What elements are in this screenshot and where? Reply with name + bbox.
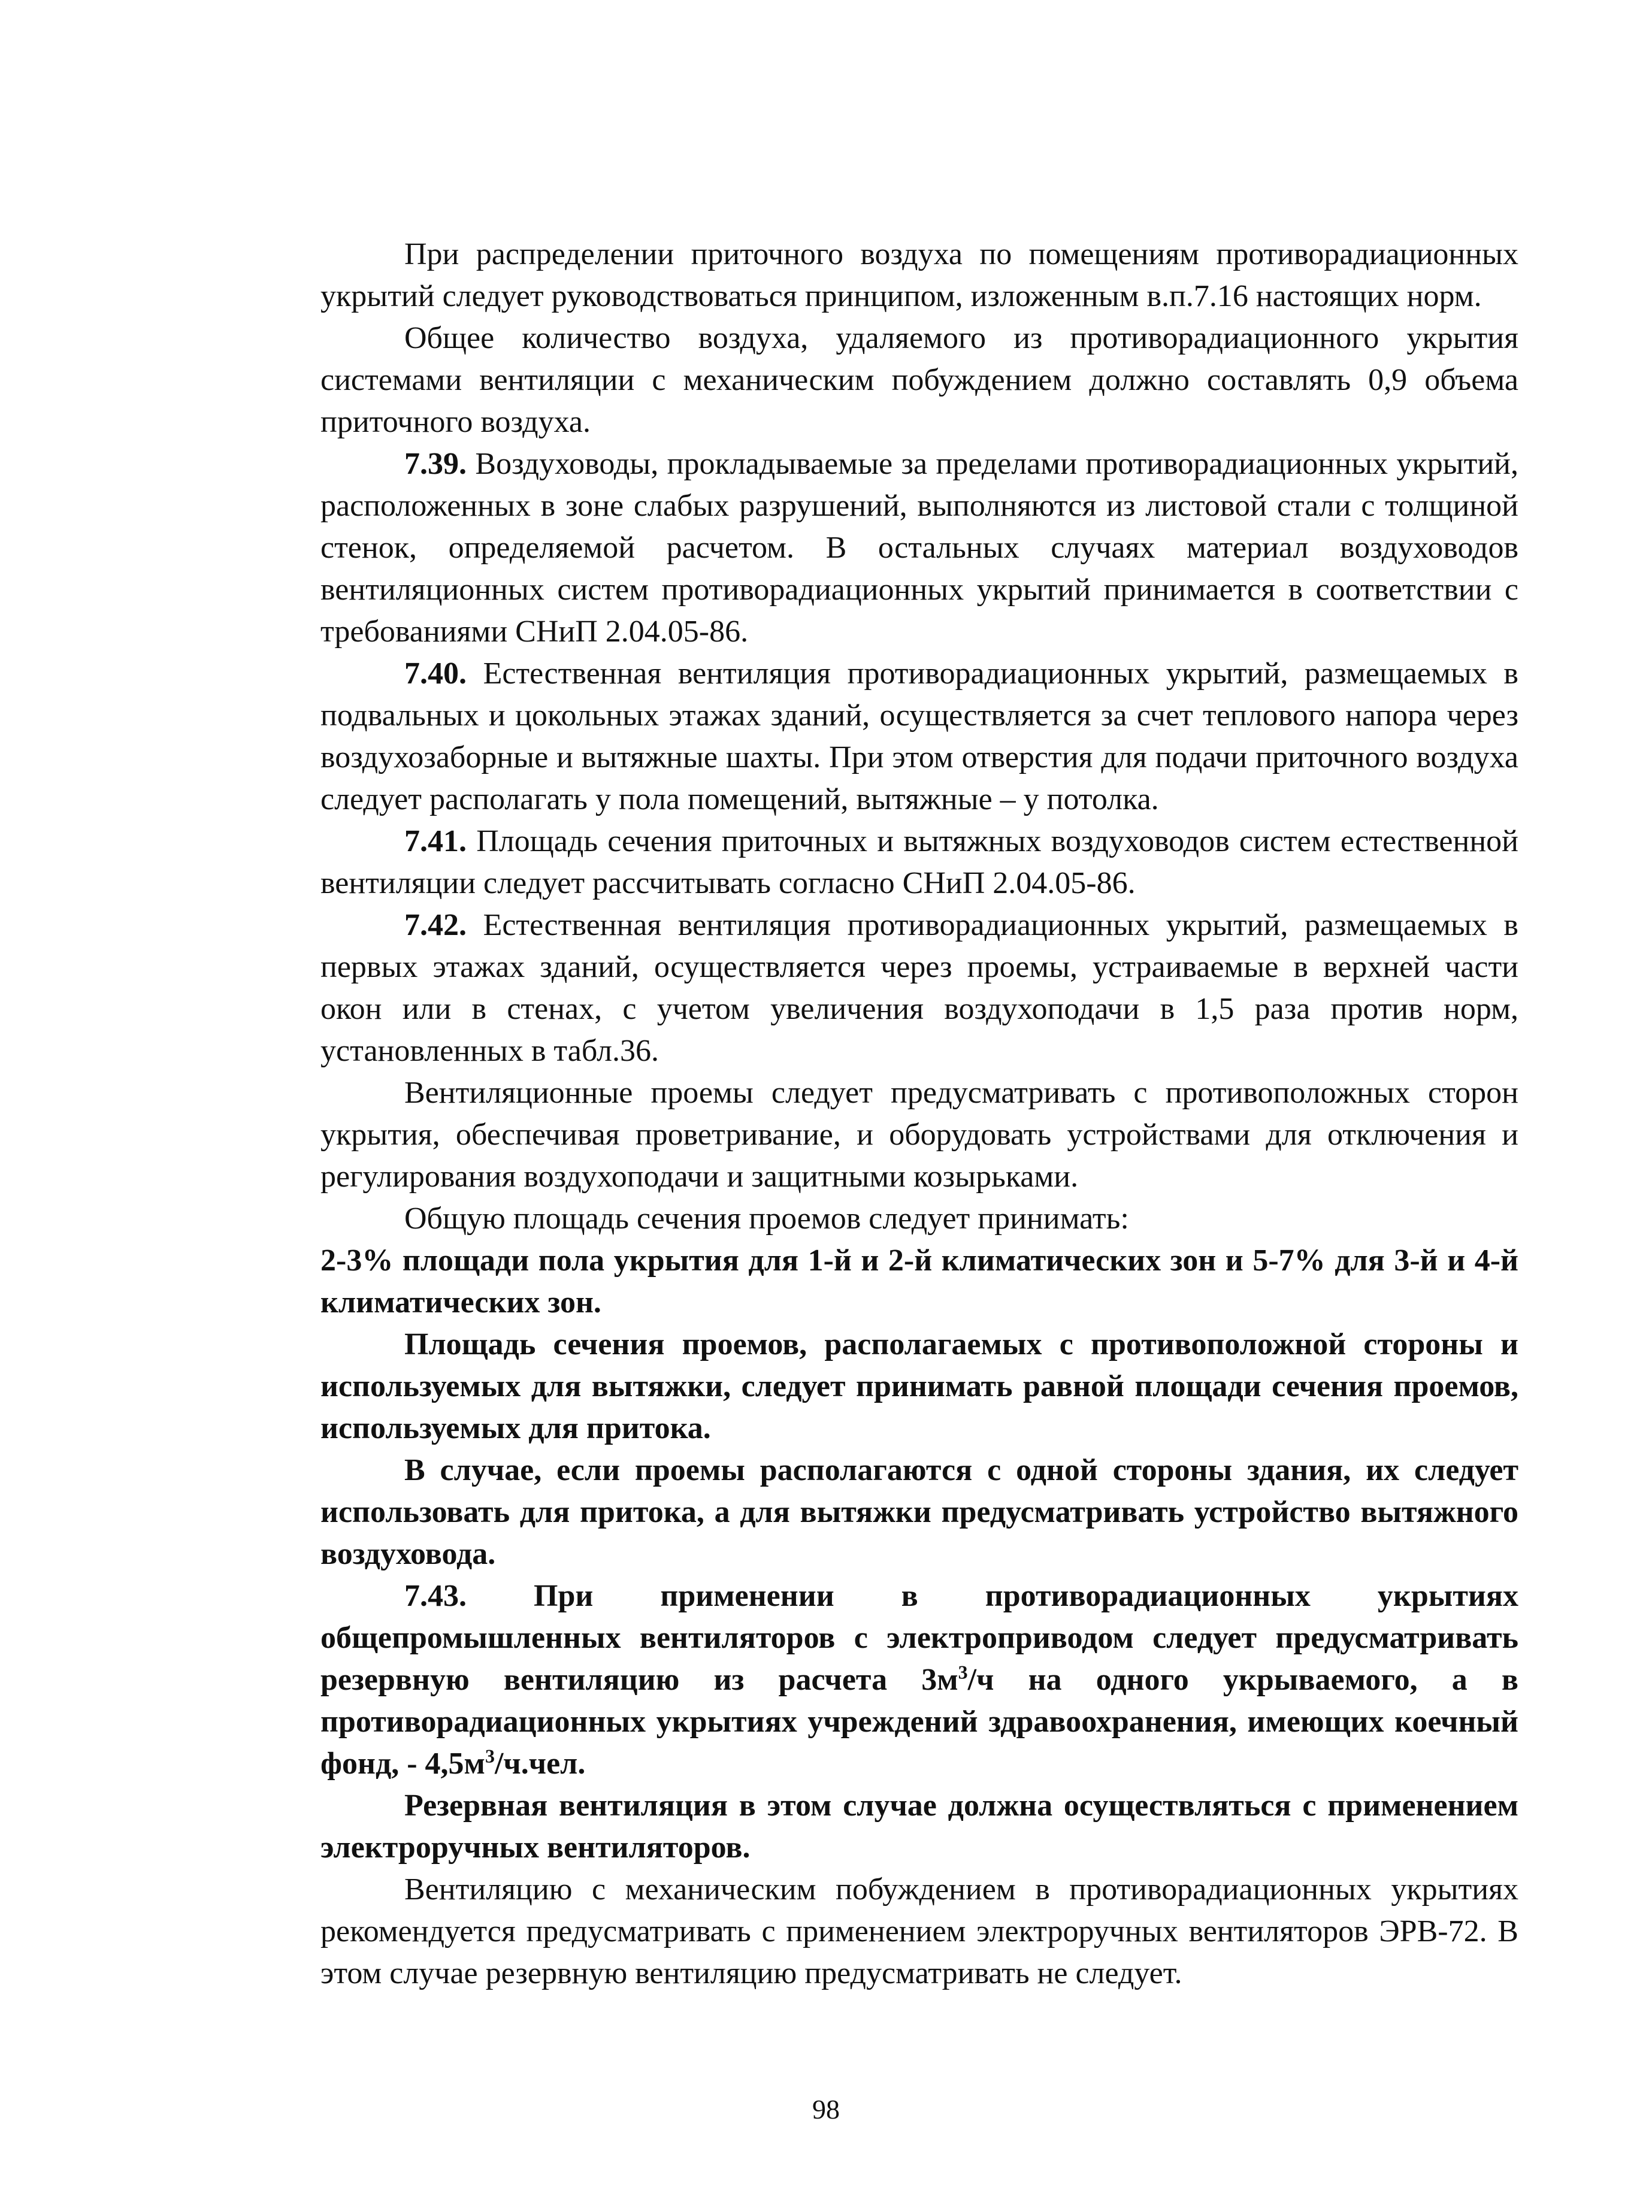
paragraph-exhaust-volume: Общее количество воздуха, удаляемого из противорадиационного укрытия системами вентиляции с механическим побуждением должно составлять 0,9 объема приточного воздуха.: [320, 321, 1518, 439]
paragraph-7-39: 7.39. Воздуховоды, прокладываемые за пределами противорадиационных укрытий, расположенных в зоне слабых разрушений, выполняются из листовой стали с толщиной стенок, определяемой расчетом. В остальных случаях материал воздуховодов вентиляционных систем противорадиационных укрытий принимается в соответствии с требованиями СНиП 2.04.05-86.: [320, 447, 1518, 649]
paragraph-7-40: 7.40. Естественная вентиляция противорадиационных укрытий, размещаемых в подвальных и цокольных этажах зданий, осуществляется за счет теплового напора через воздухозаборные и вытяжные шахты. При этом отверстия для подачи приточного воздуха следует располагать у пола помещений, вытяжные – у потолка.: [320, 656, 1518, 816]
paragraph-opposite-openings: Площадь сечения проемов, располагаемых с противоположной стороны и используемых для вытяжки, следует принимать равной площади сечения проемов, используемых для притока.: [320, 1327, 1518, 1445]
paragraph-vent-openings: Вентиляционные проемы следует предусматривать с противоположных сторон укрытия, обеспечивая проветривание, и оборудовать устройствами для отключения и регулирования воздухоподачи и защитными козырьками.: [320, 1076, 1518, 1194]
paragraph-supply-air: При распределении приточного воздуха по помещениям противорадиационных укрытий следует руководствоваться принципом, изложенным в.п.7.16 настоящих норм.: [320, 237, 1518, 313]
clause-number: 7.39.: [404, 447, 467, 481]
paragraph-erv72: Вентиляцию с механическим побуждением в противорадиационных укрытиях рекомендуется предусматривать с применением электроручных вентиляторов ЭРВ-72. В этом случае резервную вентиляцию предусматривать не следует.: [320, 1872, 1518, 1990]
clause-number: 7.41.: [404, 824, 467, 858]
page-number: 98: [812, 2094, 840, 2125]
paragraph-7-42: 7.42. Естественная вентиляция противорадиационных укрытий, размещаемых в первых этажах зданий, осуществляется через проемы, устраиваемые в верхней части окон или в стенах, с учетом увеличения воздухоподачи в 1,5 раза против норм, установленных в табл.36.: [320, 908, 1518, 1068]
paragraph-reserve-ventilation: Резервная вентиляция в этом случае должна осуществляться с применением электроручных вентиляторов.: [320, 1789, 1518, 1865]
clause-number: 7.42.: [404, 908, 467, 942]
paragraph-area-percent: 2-3% площади пола укрытия для 1-й и 2-й климатических зон и 5-7% для 3-й и 4-й климатических зон.: [320, 1243, 1518, 1320]
paragraph-one-side-openings: В случае, если проемы располагаются с одной стороны здания, их следует использовать для притока, а для вытяжки предусматривать устройство вытяжного воздуховода.: [320, 1453, 1518, 1571]
clause-number: 7.40.: [404, 656, 467, 691]
document-page: [320, 234, 1518, 1995]
paragraph-total-area: Общую площадь сечения проемов следует принимать:: [404, 1202, 1129, 1236]
paragraph-7-41: 7.41. Площадь сечения приточных и вытяжных воздуховодов систем естественной вентиляции следует рассчитывать согласно СНиП 2.04.05-86.: [320, 824, 1518, 900]
paragraph-7-43: 7.43. При применении в противорадиационных укрытиях общепромышленных вентиляторов с электроприводом следует предусматривать резервную вентиляцию из расчета $3м^3/ч$ на одного укрываемого, а в противорадиационных укрытиях учреждений здравоохранения, имеющих коечный фонд, - $4,5м^3/ч.чел$.: [320, 1579, 1518, 1781]
clause-number: 7.43.: [404, 1579, 467, 1613]
